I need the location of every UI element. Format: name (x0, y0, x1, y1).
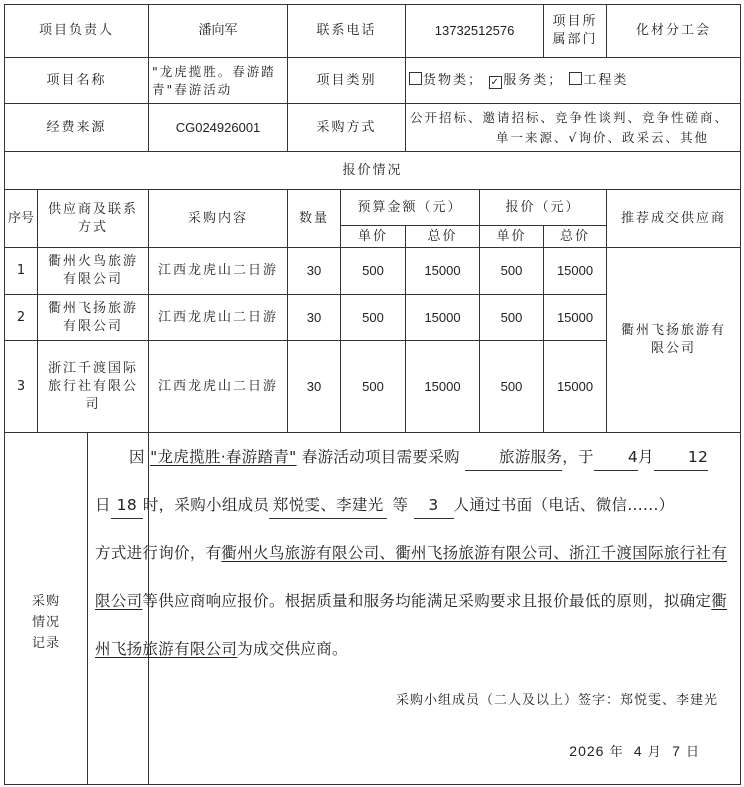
header-row-manager (5, 5, 741, 58)
quote-header-row (5, 190, 741, 226)
row-quote-unit: 500 (480, 248, 544, 295)
manager-label: 项目负责人 (5, 5, 149, 58)
record-members: 郑悦雯、李建光 (269, 492, 387, 519)
quote-section-title-row (5, 152, 741, 190)
row-supplier: 衢州飞扬旅游有限公司 (38, 295, 149, 341)
col-recommend-header: 推荐成交供应商 (607, 190, 741, 248)
row-qty: 30 (288, 295, 341, 341)
row-supplier: 浙江千渡国际旅行社有限公司 (38, 341, 149, 433)
row-budget-unit: 500 (341, 248, 406, 295)
checkbox-icon (569, 72, 582, 85)
row-budget-total: 15000 (406, 341, 480, 433)
row-qty: 30 (288, 341, 341, 433)
category-goods-checkbox[interactable]: 货物类 (409, 73, 468, 88)
signature-date: 2026 年 4 月 7 日 (569, 743, 701, 760)
header-row-funding (5, 104, 741, 152)
phone-value: 13732512576 (406, 5, 544, 58)
quote-total-header: 总价 (544, 226, 607, 248)
checkbox-icon (409, 72, 422, 85)
budget-unit-header: 单价 (341, 226, 406, 248)
record-hour: 18 (111, 492, 143, 519)
row-budget-total: 15000 (406, 295, 480, 341)
row-quote-total: 15000 (544, 248, 607, 295)
col-qty-header: 数量 (288, 190, 341, 248)
manager-value: 潘向军 (149, 5, 288, 58)
row-index: 2 (5, 295, 38, 341)
row-content: 江西龙虎山二日游 (149, 295, 288, 341)
record-month: 4 (594, 444, 638, 471)
method-line-2: 单一来源、√询价、政采云、其他 (496, 129, 709, 145)
dept-label: 项目所属部门 (544, 5, 607, 58)
record-count: 3 (414, 492, 454, 519)
row-index: 1 (5, 248, 38, 295)
row-content: 江西龙虎山二日游 (149, 341, 288, 433)
record-day: 12 (654, 444, 708, 471)
row-quote-unit: 500 (480, 295, 544, 341)
row-quote-unit: 500 (480, 341, 544, 433)
row-budget-total: 15000 (406, 248, 480, 295)
method-value (406, 104, 741, 152)
category-engineering-checkbox[interactable]: 工程类 (569, 73, 628, 88)
row-content: 江西龙虎山二日游 (149, 248, 288, 295)
dept-value: 化材分工会 (607, 5, 741, 58)
method-label: 采购方式 (288, 104, 406, 152)
record-suppliers: 衢州火鸟旅游有限公司、衢州飞扬旅游有限公司、浙江千渡国际旅行社有限公司 (95, 544, 728, 610)
method-line-1: 公开招标、邀请招标、竞争性谈判、竞争性磋商、 (410, 109, 730, 125)
row-quote-total: 15000 (544, 341, 607, 433)
phone-label: 联系电话 (288, 5, 406, 58)
row-index: 3 (5, 341, 38, 433)
header-row-project (5, 58, 741, 104)
col-quote-header: 报价（元） (480, 190, 607, 226)
signature-line: 采购小组成员（二人及以上）签字：郑悦雯、李建光 (396, 693, 719, 708)
table-row (5, 248, 741, 295)
col-content-header: 采购内容 (149, 190, 288, 248)
row-supplier: 衢州火鸟旅游有限公司 (38, 248, 149, 295)
quote-unit-header: 单价 (480, 226, 544, 248)
project-name-label: 项目名称 (5, 58, 149, 104)
procurement-form-table (4, 4, 741, 785)
col-supplier-header: 供应商及联系方式 (38, 190, 149, 248)
funding-label: 经费来源 (5, 104, 149, 152)
row-qty: 30 (288, 248, 341, 295)
category-options: 货物类； ✓ 服务类； 工程类 (406, 58, 741, 104)
row-budget-unit: 500 (341, 341, 406, 433)
category-service-checkbox[interactable]: ✓ 服务类 (490, 72, 549, 88)
category-label: 项目类别 (288, 58, 406, 104)
record-row (5, 433, 741, 785)
row-budget-unit: 500 (341, 295, 406, 341)
checkbox-checked-icon: ✓ (490, 76, 501, 88)
record-label: 采购情况记录 (31, 594, 60, 651)
funding-value: CG024926001 (149, 104, 288, 152)
row-quote-total: 15000 (544, 295, 607, 341)
col-index-header: 序号 (5, 190, 38, 248)
budget-total-header: 总价 (406, 226, 480, 248)
project-title: "龙虎揽胜·春游踏青" (150, 448, 297, 466)
quote-section-title: 报价情况 (5, 152, 741, 190)
record-winner: 衢州飞扬旅游有限公司 (95, 592, 728, 658)
col-budget-header: 预算金额（元） (341, 190, 480, 226)
project-name-value: "龙虎揽胜。春游踏青"春游活动 (149, 58, 288, 104)
recommended-supplier: 衢州飞扬旅游有限公司 (607, 248, 741, 433)
procured-item: 旅游服务 (465, 444, 562, 471)
record-body (95, 433, 741, 785)
record-narrative: 因 "龙虎揽胜·春游踏青" 春游活动项目需要采购 旅游服务，于 4月 12 日 18 时，采购小组成员 郑悦雯、李建光 等 3 人通过书面（电话、微信......） 方式进行询价，有衢州火鸟旅游有限公司、衢州飞扬旅游有限公司、浙江千渡国际旅行社有限公司等供应商响应报价。根据质量和服务均能满足采购要求且报价最低的原则，拟确定衢州飞扬旅游有限公司为成交供应商。 (95, 433, 732, 673)
